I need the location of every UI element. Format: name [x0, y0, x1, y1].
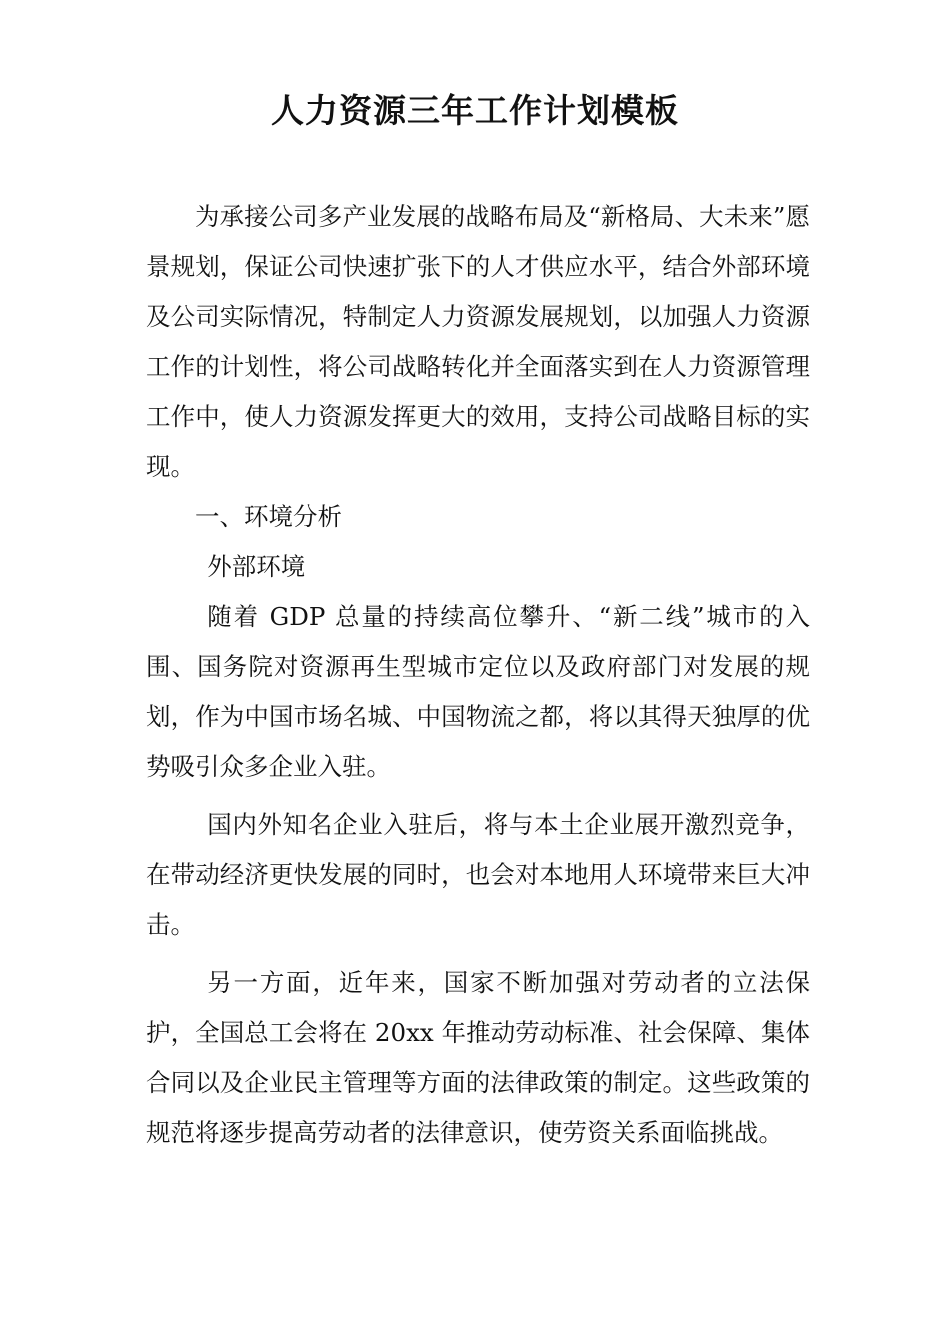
- paragraph-intro: 为承接公司多产业发展的战略布局及“新格局、大未来”愿景规划，保证公司快速扩张下的人才供应水平，结合外部环境及公司实际情况，特制定人力资源发展规划，以加强人力资源工作的计划性，将公司战略转化并全面落实到在人力资源管理工作中，使人力资源发挥更大的效用，支持公司战略目标的实现。: [146, 202, 810, 481]
- document-body: [146, 192, 810, 1158]
- paragraph-gdp-growth: 随着 GDP 总量的持续高位攀升、“新二线”城市的入围、国务院对资源再生型城市定位以及政府部门对发展的规划，作为中国市场名城、中国物流之都，将以其得天独厚的优势吸引众多企业入驻。: [146, 602, 810, 781]
- section-heading-environment-analysis: 一、环境分析: [195, 502, 342, 531]
- subsection-heading-external-environment: 外部环境: [207, 552, 306, 581]
- paragraph-competition: 国内外知名企业入驻后，将与本土企业展开激烈竞争，在带动经济更快发展的同时，也会对本地用人环境带来巨大冲击。: [146, 810, 810, 939]
- paragraph-labor-law: 另一方面，近年来，国家不断加强对劳动者的立法保护，全国总工会将在 20xx 年推动劳动标准、社会保障、集体合同以及企业民主管理等方面的法律政策的制定。这些政策的规范将逐步提高劳动者的法律意识，使劳资关系面临挑战。: [146, 968, 810, 1147]
- document-title: 人力资源三年工作计划模板: [271, 91, 679, 130]
